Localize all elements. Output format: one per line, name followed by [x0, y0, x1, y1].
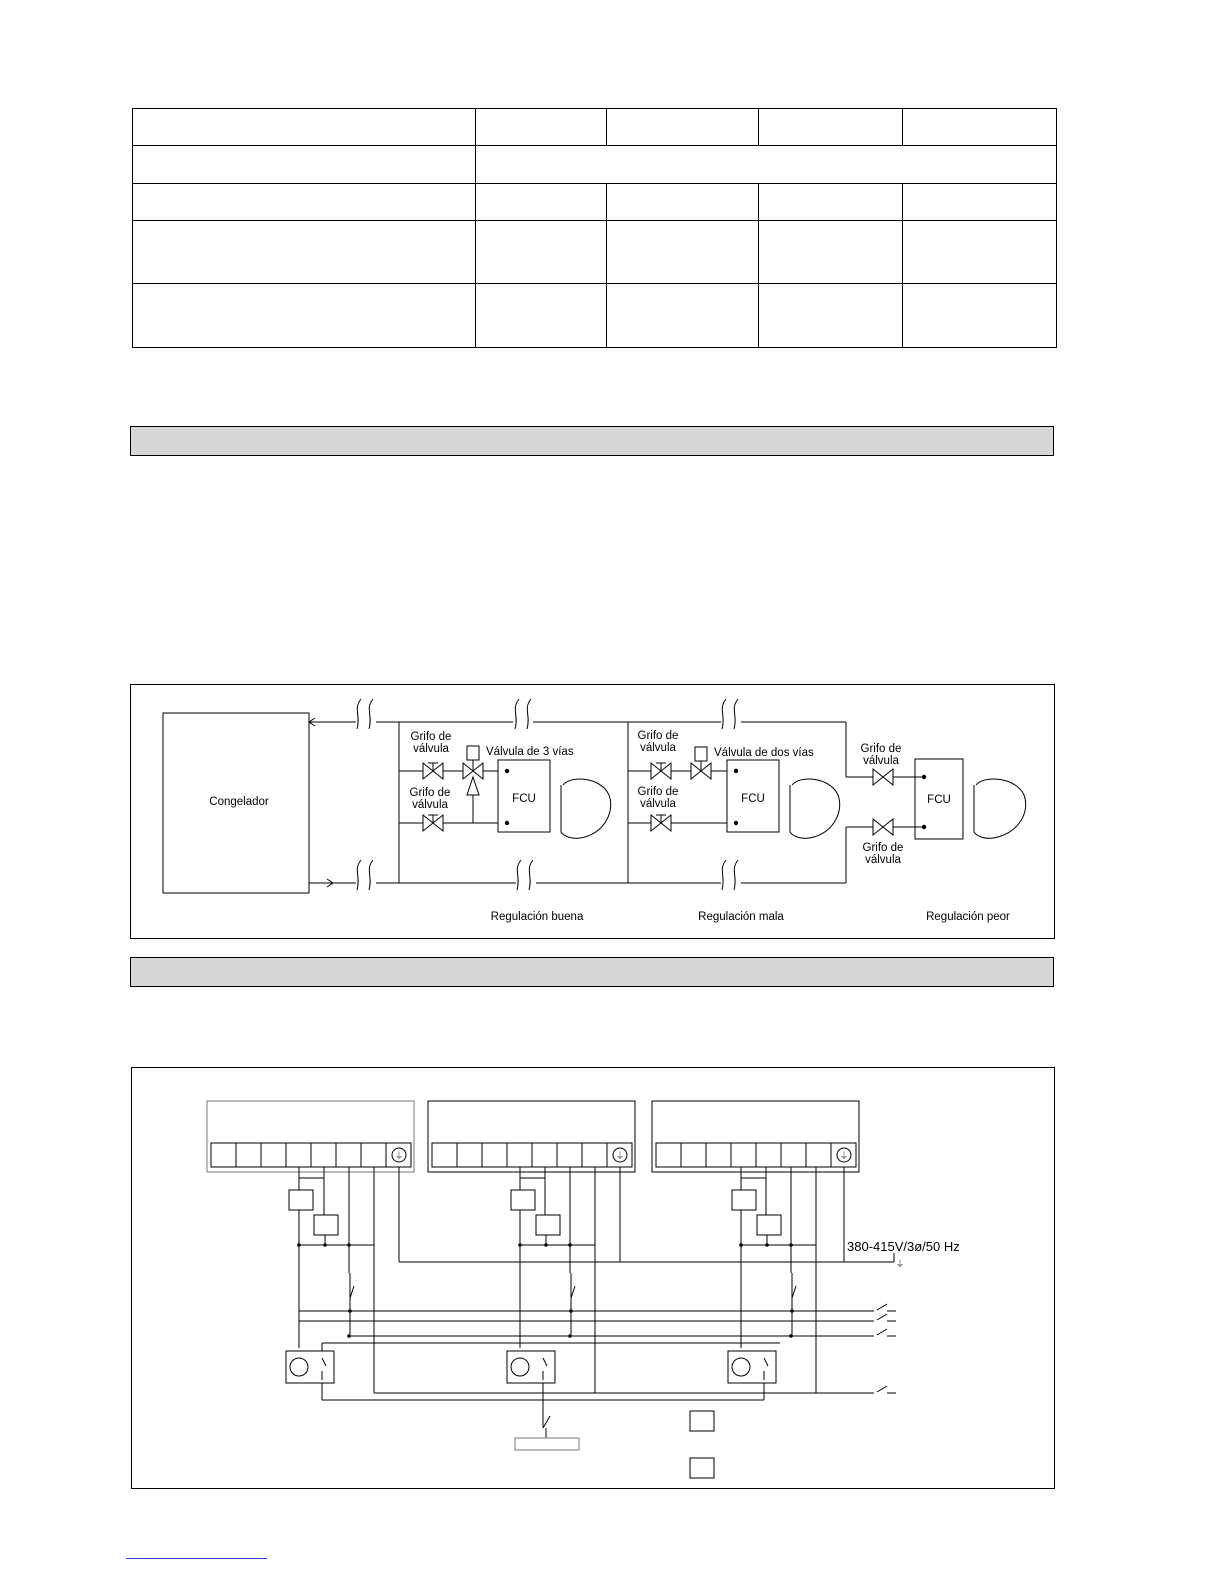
fcu-label-2: FCU	[741, 793, 765, 805]
valve-label-3b: válvula	[640, 742, 676, 754]
three-way-valve-label: Válvula de 3 vías	[486, 746, 574, 758]
svg-text:⏚: ⏚	[839, 1151, 849, 1161]
footer-line	[126, 1558, 267, 1559]
section-header-bar-2	[130, 957, 1054, 987]
regulation-bad-label: Regulación mala	[698, 911, 784, 923]
valve-label-4a: Grifo de	[637, 786, 679, 798]
piping-diagram	[130, 684, 1055, 939]
valve-label-2a: Grifo de	[409, 787, 451, 799]
valve-label-3a: Grifo de	[637, 730, 679, 742]
piping-diagram-svg	[131, 685, 1054, 938]
fcu-label-3: FCU	[927, 794, 951, 806]
table-row	[133, 284, 1057, 348]
valve-label-1a: Grifo de	[410, 731, 452, 743]
table-row	[133, 109, 1057, 146]
chiller-label: Congelador	[209, 796, 269, 808]
wiring-diagram	[131, 1067, 1055, 1489]
table-row	[133, 221, 1057, 284]
valve-label-5a: Grifo de	[860, 743, 902, 755]
svg-text:⏚: ⏚	[895, 1259, 905, 1269]
valve-label-6b: válvula	[865, 854, 901, 866]
ground-symbols	[394, 1151, 904, 1269]
table-row	[133, 146, 1057, 184]
regulation-worst-label: Regulación peor	[926, 911, 1010, 923]
fcu-label-1: FCU	[512, 793, 536, 805]
regulation-good-label: Regulación buena	[490, 911, 584, 923]
svg-text:⏚: ⏚	[615, 1151, 625, 1161]
svg-text:⏚: ⏚	[394, 1151, 404, 1161]
valve-label-2b: válvula	[412, 799, 448, 811]
power-supply-label: 380-415V/3ø/50 Hz	[847, 1239, 960, 1254]
valve-label-4b: válvula	[640, 798, 676, 810]
two-way-valve-label: Válvula de dos vías	[714, 747, 814, 759]
spec-table	[132, 108, 1057, 348]
section-header-bar	[130, 426, 1054, 456]
table-row	[133, 184, 1057, 221]
valve-label-6a: Grifo de	[862, 842, 904, 854]
valve-label-1b: válvula	[413, 743, 449, 755]
valve-label-5b: válvula	[863, 755, 899, 767]
wiring-diagram-svg	[132, 1068, 1054, 1488]
